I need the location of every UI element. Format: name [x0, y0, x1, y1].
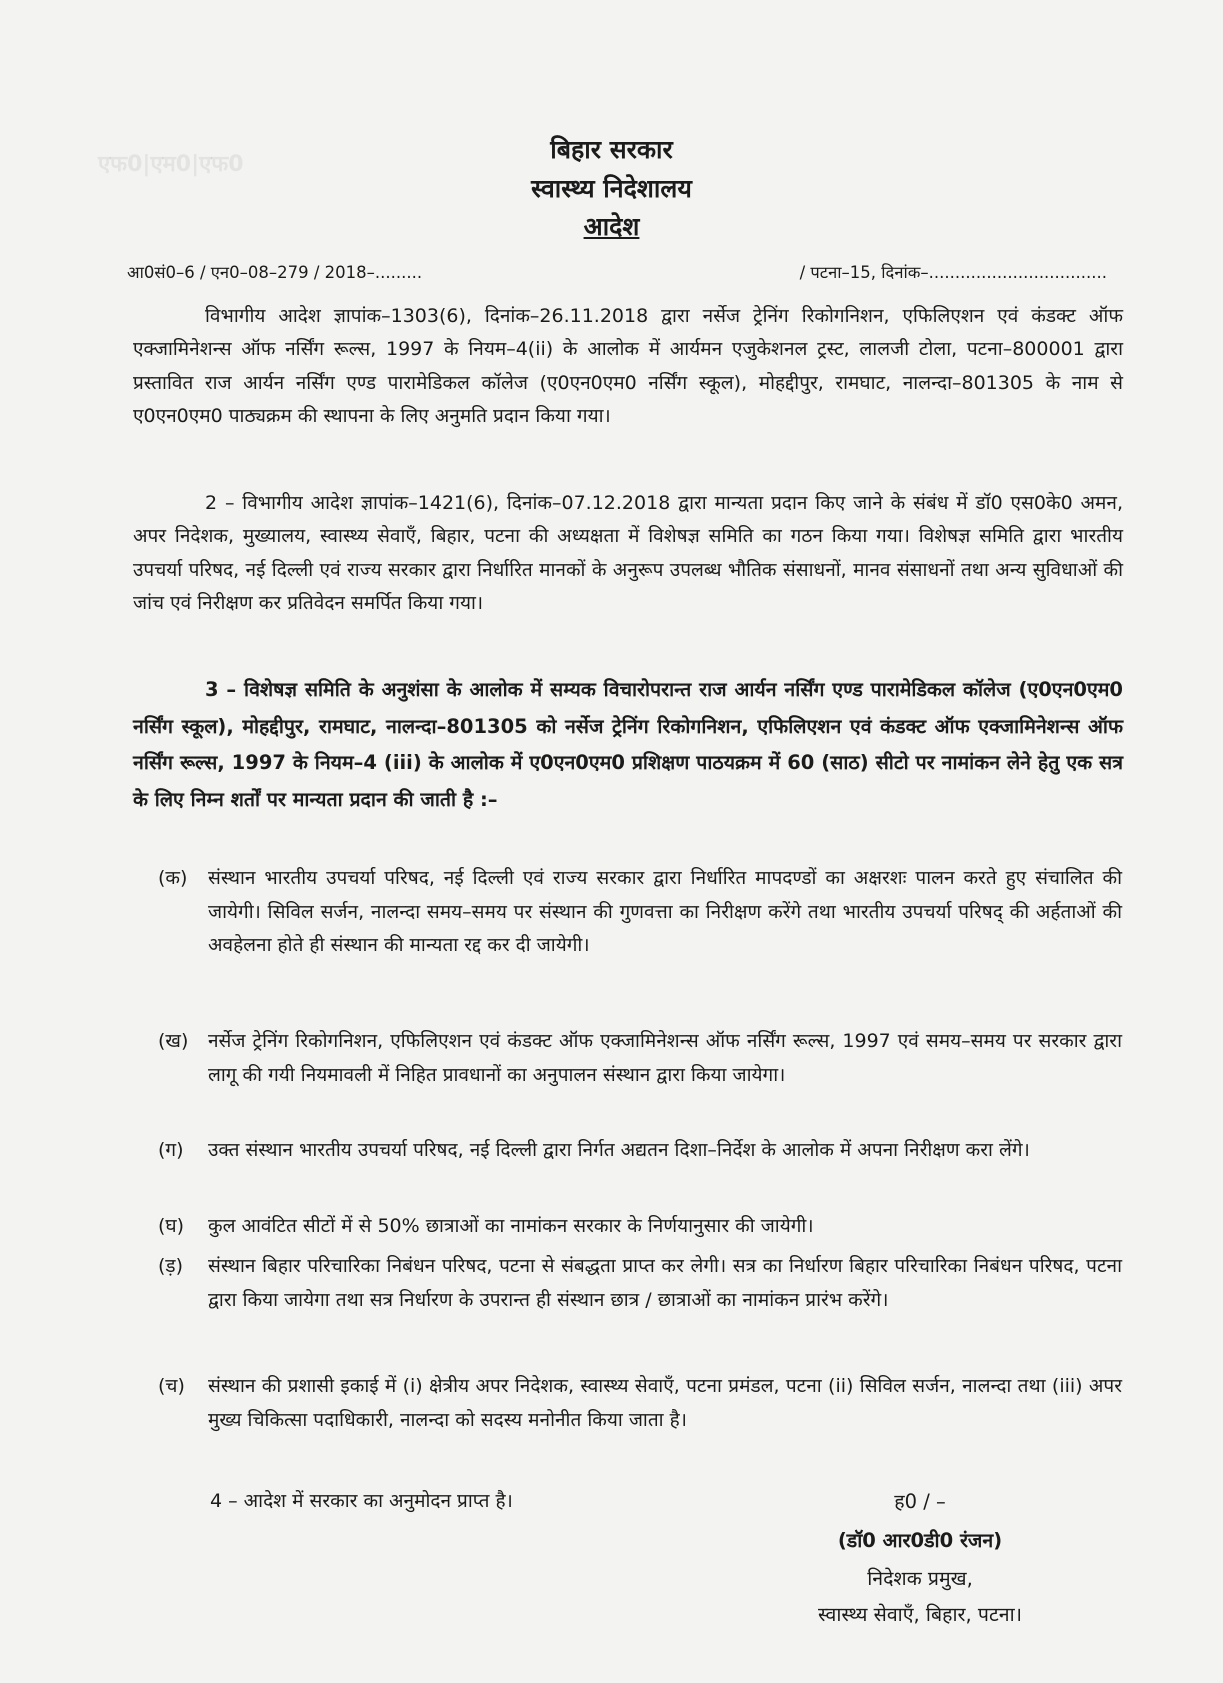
header-directorate: स्वास्थ्य निदेशालय: [531, 174, 692, 203]
reference-number: आ0सं0–6 / एन0–08–279 / 2018–.........: [127, 263, 423, 282]
condition-text: उक्त संस्थान भारतीय उपचर्या परिषद, नई दिल्ली द्वारा निर्गत अद्यतन दिशा–निर्देश के आलोक में अपना निरीक्षण करा लेंगे।: [208, 1139, 1030, 1161]
header-order: आदेश: [583, 212, 640, 241]
condition-nga: [158, 1250, 1122, 1317]
signatory-designation: निदेशक प्रमुख,: [867, 1567, 973, 1590]
condition-text: नर्सेज ट्रेनिंग रिकोगनिशन, एफिलिएशन एवं कंडक्ट ऑफ एक्जामिनेशन्स ऑफ नर्सिंग रूल्स, 1997 एवं समय–समय पर सरकार द्वारा लागू की गयी नियमावली में निहित प्रावधानों का अनुपालन संस्थान द्वारा किया जायेगा।: [208, 1030, 1122, 1086]
condition-marker: (ड़): [158, 1255, 183, 1277]
condition-ga: [158, 1134, 1122, 1168]
condition-text: कुल आवंटित सीटों में से 50% छात्राओं का नामांकन सरकार के निर्णयानुसार की जायेगी।: [208, 1215, 814, 1237]
condition-cha: [158, 1370, 1122, 1437]
condition-text: संस्थान की प्रशासी इकाई में (i) क्षेत्रीय अपर निदेशक, स्वास्थ्य सेवाएँ, पटना प्रमंडल, पटना (ii) सिविल सर्जन, नालन्दा तथा (iii) अपर मुख्य चिकित्सा पदाधिकारी, नालन्दा को सदस्य मनोनीत किया जाता है।: [208, 1375, 1122, 1431]
signatory-name: (डॉ0 आर0डी0 रंजन): [837, 1529, 1003, 1552]
paragraph-3-text: 3 – विशेषज्ञ समिति के अनुशंसा के आलोक में सम्यक विचारोपरान्त राज आर्यन नर्सिंग एण्ड पारामेडिकल कॉलेज (ए0एन0एम0 नर्सिंग स्कूल), मोहद्दीपुर, रामघाट, नालन्दा–801305 को नर्सेज ट्रेनिंग रिकोगनिशन, एफिलिएशन एवं कंडक्ट ऑफ एक्जामिनेशन्स ऑफ नर्सिंग रूल्स, 1997 के नियम–4 (iii) के आलोक में ए0एन0एम0 प्रशिक्षण पाठयक्रम में 60 (साठ) सीटो पर नामांकन लेने हेतु एक सत्र के लिए निम्न शर्तों पर मान्यता प्रदान की जाती है :–: [133, 678, 1123, 811]
approval-statement: 4 – आदेश में सरकार का अनुमोदन प्राप्त है।: [210, 1490, 513, 1512]
condition-ka: [158, 862, 1122, 963]
condition-gha: [158, 1210, 1122, 1244]
paragraph-2-text: 2 – विभागीय आदेश ज्ञापांक–1421(6), दिनांक–07.12.2018 द्वारा मान्यता प्रदान किए जाने के संबंध में डॉ0 एस0के0 अमन, अपर निदेशक, मुख्यालय, स्वास्थ्य सेवाएँ, बिहार, पटना की अध्यक्षता में विशेषज्ञ समिति का गठन किया गया। विशेषज्ञ समिति द्वारा भारतीय उपचर्या परिषद, नई दिल्ली एवं राज्य सरकार द्वारा निर्धारित मानकों के अनुरूप उपलब्ध भौतिक संसाधनों, मानव संसाधनों तथा अन्य सुविधाओं की जांच एवं निरीक्षण कर प्रतिवेदन समर्पित किया गया।: [133, 492, 1123, 614]
condition-marker: (क): [158, 867, 188, 889]
header-government: बिहार सरकार: [550, 135, 673, 164]
paragraph-3: [133, 672, 1123, 818]
signatory-office: स्वास्थ्य सेवाएँ, बिहार, पटना।: [817, 1603, 1023, 1626]
paragraph-1: [133, 300, 1123, 433]
condition-kha: [158, 1025, 1122, 1092]
paragraph-2: [133, 487, 1123, 620]
reference-date: / पटना–15, दिनांक–..................................: [799, 263, 1107, 282]
signed-mark: ह0 / –: [894, 1490, 946, 1513]
condition-marker: (च): [158, 1375, 185, 1397]
reference-line: [127, 260, 1107, 283]
condition-text: संस्थान भारतीय उपचर्या परिषद, नई दिल्ली एवं राज्य सरकार द्वारा निर्धारित मापदण्डों का अक्षरशः पालन करते हुए संचालित की जायेगी। सिविल सर्जन, नालन्दा समय–समय पर संस्थान की गुणवत्ता का निरीक्षण करेंगे तथा भारतीय उपचर्या परिषद् की अर्हताओं की अवहेलना होते ही संस्थान की मान्यता रद्द कर दी जायेगी।: [208, 867, 1122, 956]
condition-marker: (ग): [158, 1139, 184, 1161]
condition-marker: (ख): [158, 1030, 189, 1052]
condition-marker: (घ): [158, 1215, 185, 1237]
paragraph-1-text: विभागीय आदेश ज्ञापांक–1303(6), दिनांक–26.11.2018 द्वारा नर्सेज ट्रेनिंग रिकोगनिशन, एफिलिएशन एवं कंडक्ट ऑफ एक्जामिनेशन्स ऑफ नर्सिंग रूल्स, 1997 के नियम–4(ii) के आलोक में आर्यमन एजुकेशनल ट्रस्ट, लालजी टोला, पटना–800001 द्वारा प्रस्तावित राज आर्यन नर्सिंग एण्ड पारामेडिकल कॉलेज (ए0एन0एम0 नर्सिंग स्कूल), मोहद्दीपुर, रामघाट, नालन्दा–801305 के नाम से ए0एन0एम0 पाठ्यक्रम की स्थापना के लिए अनुमति प्रदान किया गया।: [133, 305, 1123, 427]
bleed-through-stamp: एफ0|एम0|एफ0: [98, 152, 244, 177]
condition-text: संस्थान बिहार परिचारिका निबंधन परिषद, पटना से संबद्धता प्राप्त कर लेगी। सत्र का निर्धारण बिहार परिचारिका निबंधन परिषद, पटना द्वारा किया जायेगा तथा सत्र निर्धारण के उपरान्त ही संस्थान छात्र / छात्राओं का नामांकन प्रारंभ करेंगे।: [208, 1255, 1122, 1311]
